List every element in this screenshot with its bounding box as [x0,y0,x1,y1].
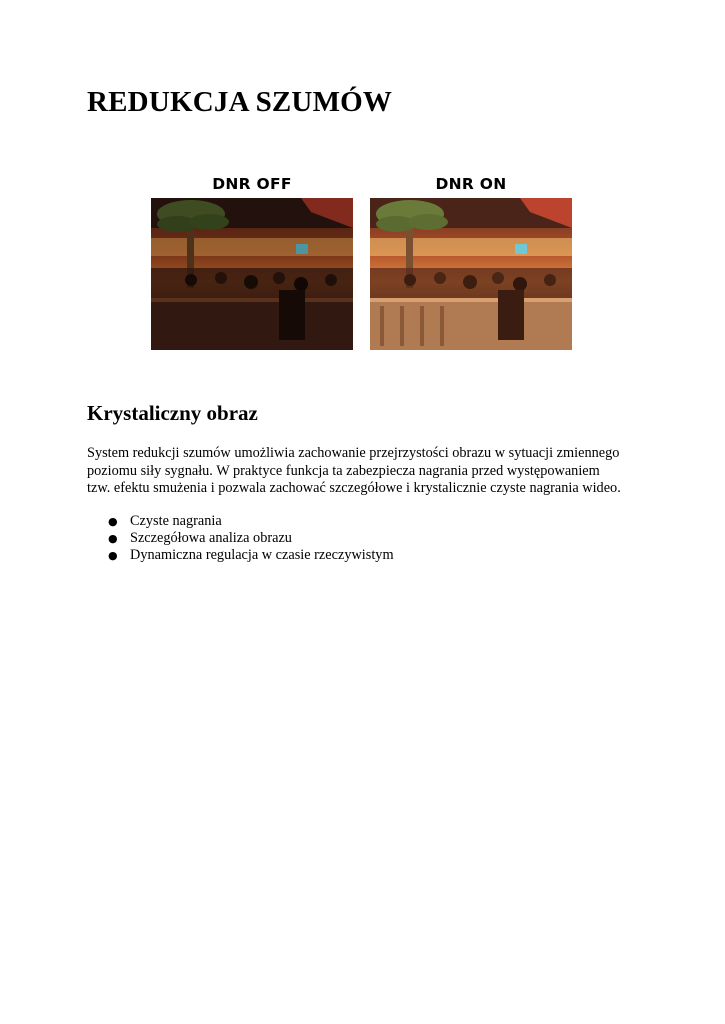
list-item-text: Szczegółowa analiza obrazu [130,530,292,546]
paragraph-line: tzw. efektu smużenia i pozwala zachować szczegółowe i krystalicznie czyste nagrania wideo. [87,480,621,496]
body-paragraph [87,445,647,498]
feature-list [87,513,394,564]
bullet-icon: ● [108,532,118,545]
list-item [87,530,394,547]
list-item [87,513,394,530]
dnr-on-panel [370,174,572,352]
dnr-off-photo [151,198,353,350]
paragraph-line: System redukcji szumów umożliwia zachowanie przejrzystości obrazu w sytuacji zmiennego [87,445,620,461]
dnr-on-photo [370,198,572,350]
dnr-off-panel [151,174,353,352]
list-item-text: Dynamiczna regulacja w czasie rzeczywistym [130,547,394,563]
section-heading: Krystaliczny obraz [87,401,258,425]
list-item-text: Czyste nagrania [130,513,222,529]
bullet-icon: ● [108,515,118,528]
dnr-on-label: DNR ON [435,175,507,193]
dnr-comparison-figure [150,174,574,352]
bullet-icon: ● [108,549,118,562]
dnr-off-label: DNR OFF [212,175,292,193]
list-item [87,547,394,564]
page-title: REDUKCJA SZUMÓW [87,86,393,118]
paragraph-line: poziomu siły sygnału. W praktyce funkcja ta zabezpiecza nagrania przed występowaniem [87,462,600,479]
